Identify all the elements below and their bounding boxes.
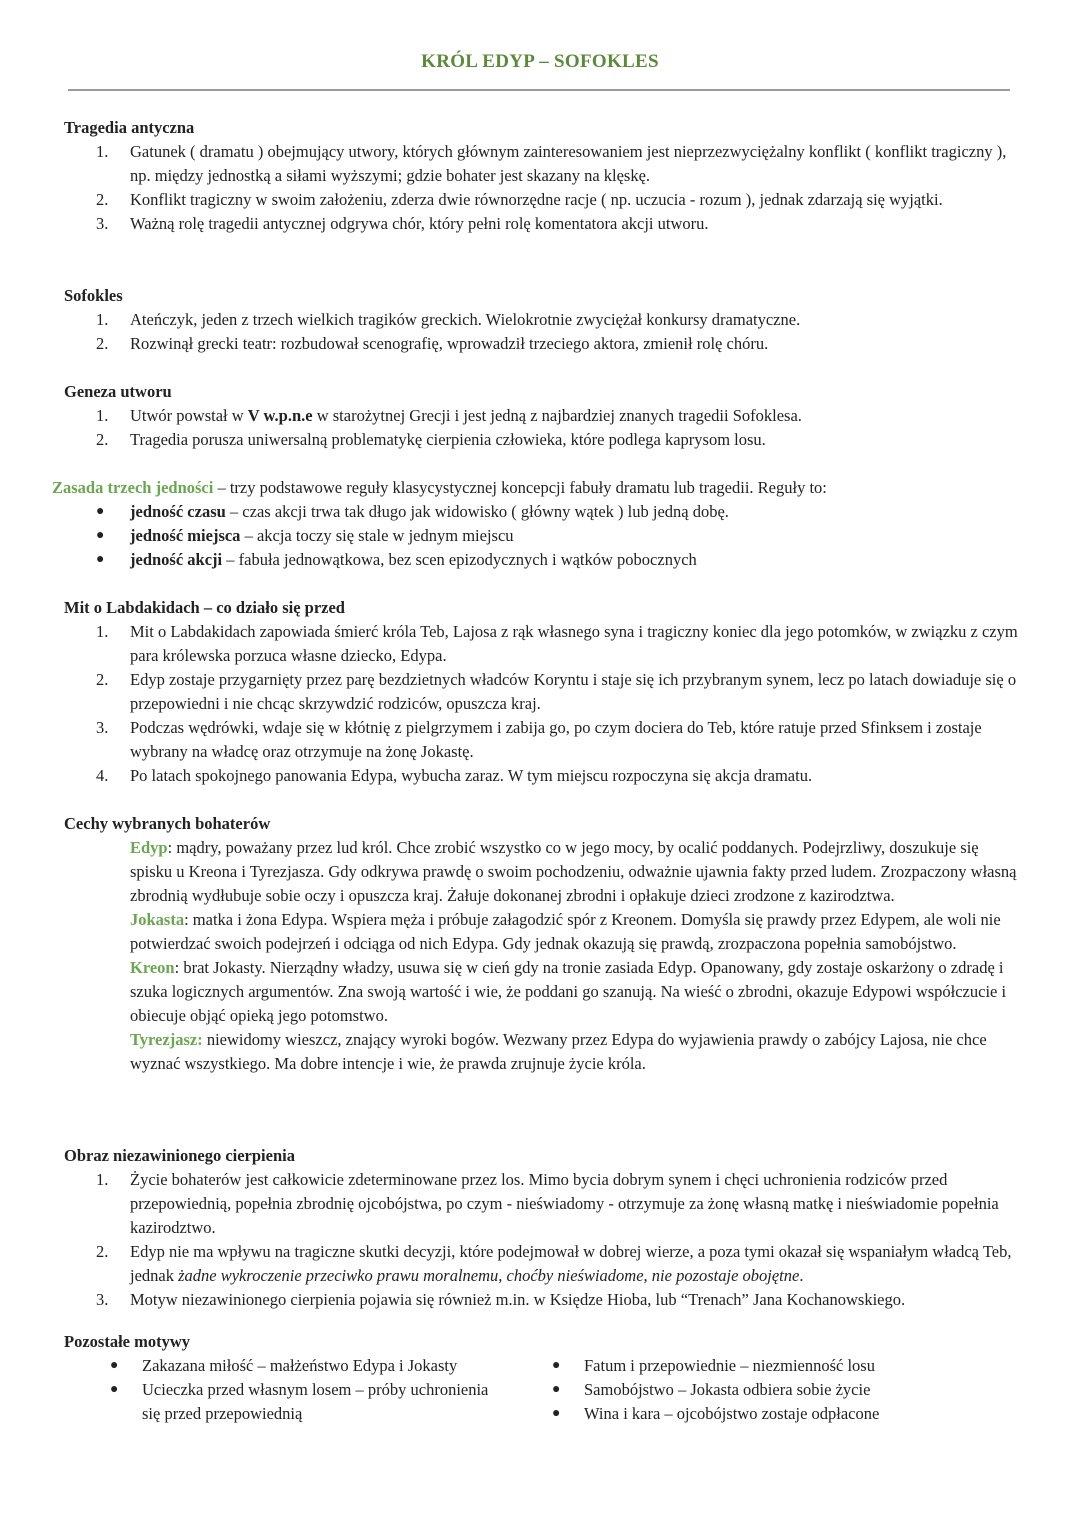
list-item: ● Samobójstwo – Jokasta odbiera sobie życie <box>552 1380 871 1399</box>
section-sofokles <box>64 284 1024 356</box>
list-item: 3. Podczas wędrówki, wdaje się w kłótnię z pielgrzymem i zabija go, po czym dociera do Teb, które ratuje przed Sfinksem i zostaje wybrany na władcę oraz otrzymuje na żonę Jokastę. <box>96 718 982 761</box>
motywy-left-column <box>64 1354 544 1426</box>
motywy-right-column <box>544 1354 1024 1426</box>
list-item: ● jedność czasu – czas akcji trwa tak długo jak widowisko ( główny wątek ) lub jedną dobę. <box>96 502 729 521</box>
list-item: ● jedność miejsca – akcja toczy się stale w jednym miejscu <box>96 526 514 545</box>
list-item: 2. Rozwinął grecki teatr: rozbudował scenografię, wprowadził trzeciego aktora, zmienił rolę chóru. <box>96 334 769 353</box>
title-divider <box>68 89 1010 91</box>
list-item: ● Zakazana miłość – małżeństwo Edypa i Jokasty <box>110 1356 458 1375</box>
section-heading: Sofokles <box>64 286 123 305</box>
list-item: 3. Ważną rolę tragedii antycznej odgrywa chór, który pełni rolę komentatora akcji utworu. <box>96 214 709 233</box>
list-item: 4. Po latach spokojnego panowania Edypa, wybucha zaraz. W tym miejscu rozpoczyna się akcja dramatu. <box>96 766 813 785</box>
list-item: 3. Motyw niezawinionego cierpienia pojawia się również m.in. w Księdze Hioba, lub “Trenach” Jana Kochanowskiego. <box>96 1290 906 1309</box>
section-mit <box>64 596 1024 788</box>
list-item: 2. Edyp zostaje przygarnięty przez parę bezdzietnych władców Koryntu i staje się ich przybranym synem, lecz po latach dowiaduje się o przepowiedni i nie chcąc skrzywdzić rodziców, opuszcza kraj. <box>96 670 1017 713</box>
zasada-definition: Zasada trzech jedności – trzy podstawowe reguły klasycystycznej koncepcji fabuły dramatu lub tragedii. Reguły to: <box>52 478 827 497</box>
list-item: ● Fatum i przepowiednie – niezmienność losu <box>552 1356 875 1375</box>
list-item: ● Wina i kara – ojcobójstwo zostaje odpłacone <box>552 1404 880 1423</box>
section-heading: Tragedia antyczna <box>64 118 195 137</box>
section-geneza <box>64 380 1024 452</box>
character-edyp: Edyp: mądry, poważany przez lud król. Chce zrobić wszystko co w jego mocy, by ocalić poddanych. Podejrzliwy, doszukuje się spisku u Kreona i Tyrezjasza. Gdy odkrywa prawdę o swoim pochodzeniu, odważnie ujawnia fakty przed ludem. Zrozpaczony własną zbrodnią wydłubuje sobie oczy i opuszcza kraj. Żałuje dokonanej zbrodni i opłakuje dzieci zrodzone z kazirodztwa. <box>130 838 1017 905</box>
character-jokasta: Jokasta: matka i żona Edypa. Wspiera męża i próbuje załagodzić spór z Kreonem. Domyśla się prawdy przez Edypem, ale woli nie potwierdzać swoich podejrzeń i odciąga od nich Edypa. Gdy jednak okazują się prawdą, zrozpaczona popełnia samobójstwo. <box>130 910 1001 953</box>
list-item: 1. Utwór powstał w V w.p.n.e w starożytnej Grecji i jest jedną z najbardziej znanych tragedii Sofoklesa. <box>96 406 802 425</box>
list-item: 2. Edyp nie ma wpływu na tragiczne skutki decyzji, które podejmował w dobrej wierze, a poza tymi okazał się wspaniałym władcą Teb, jednak żadne wykroczenie przeciwko prawu moralnemu, choćby nieświadome, nie pozostaje obojętne. <box>96 1242 1012 1285</box>
section-heading: Pozostałe motywy <box>64 1332 191 1351</box>
list-item: 1. Ateńczyk, jeden z trzech wielkich tragików greckich. Wielokrotnie zwyciężał konkursy dramatyczne. <box>96 310 801 329</box>
section-tragedia <box>64 116 1024 236</box>
character-kreon: Kreon: brat Jokasty. Nierządny władzy, usuwa się w cień gdy na tronie zasiada Edyp. Opanowany, gdy zostaje oskarżony o zdradę i szuka logicznych argumentów. Zna swoją wartość i wie, że poddani go szanują. Na wieść o zbrodni, okazuje Edypowi współczucie i obiecuje objąć opieką jego potomstwo. <box>130 958 1007 1025</box>
section-zasada <box>52 476 1024 572</box>
list-item: 1. Gatunek ( dramatu ) obejmujący utwory, których głównym zainteresowaniem jest nieprzezwyciężalny konflikt ( konflikt tragiczny ), np. między jednostką a siłami wyższymi; gdzie bohater jest skazany na klęskę. <box>96 142 1007 185</box>
character-tyrezjasz: Tyrezjasz: niewidomy wieszcz, znający wyroki bogów. Wezwany przez Edypa do wyjawienia prawdy o zabójcy Lajosa, nie chce wyznać wszystkiego. Ma dobre intencje i wie, że prawda zrujnuje życie króla. <box>130 1030 987 1073</box>
page-title: KRÓL EDYP – SOFOKLES <box>421 51 659 72</box>
section-heading: Cechy wybranych bohaterów <box>64 814 271 833</box>
section-cechy <box>64 812 1024 1076</box>
section-heading: Mit o Labdakidach – co działo się przed <box>64 598 345 617</box>
list-item: ● Ucieczka przed własnym losem – próby uchronienia się przed przepowiednią <box>110 1380 489 1423</box>
section-obraz <box>64 1144 1024 1312</box>
list-item: 2. Konflikt tragiczny w swoim założeniu, zderza dwie równorzędne racje ( np. uczucia - rozum ), jednak zdarzają się wyjątki. <box>96 190 943 209</box>
list-item: ● jedność akcji – fabuła jednowątkowa, bez scen epizodycznych i wątków pobocznych <box>96 550 697 569</box>
list-item: 1. Życie bohaterów jest całkowicie zdeterminowane przez los. Mimo bycia dobrym synem i chęci uchronienia rodziców przed przepowiednią, popełnia zbrodnię ojcobójstwa, po czym - nieświadomy - otrzymuje za żonę własną matkę i nieświadomie popełnia kazirodztwo. <box>96 1170 999 1237</box>
list-item: 2. Tragedia porusza uniwersalną problematykę cierpienia człowieka, które podlega kaprysom losu. <box>96 430 766 449</box>
section-heading: Obraz niezawinionego cierpienia <box>64 1146 295 1165</box>
section-heading: Geneza utworu <box>64 382 172 401</box>
section-motywy <box>64 1330 1024 1426</box>
list-item: 1. Mit o Labdakidach zapowiada śmierć króla Teb, Lajosa z rąk własnego syna i tragiczny koniec dla jego potomków, w związku z czym para królewska porzuca własne dziecko, Edypa. <box>96 622 1018 665</box>
